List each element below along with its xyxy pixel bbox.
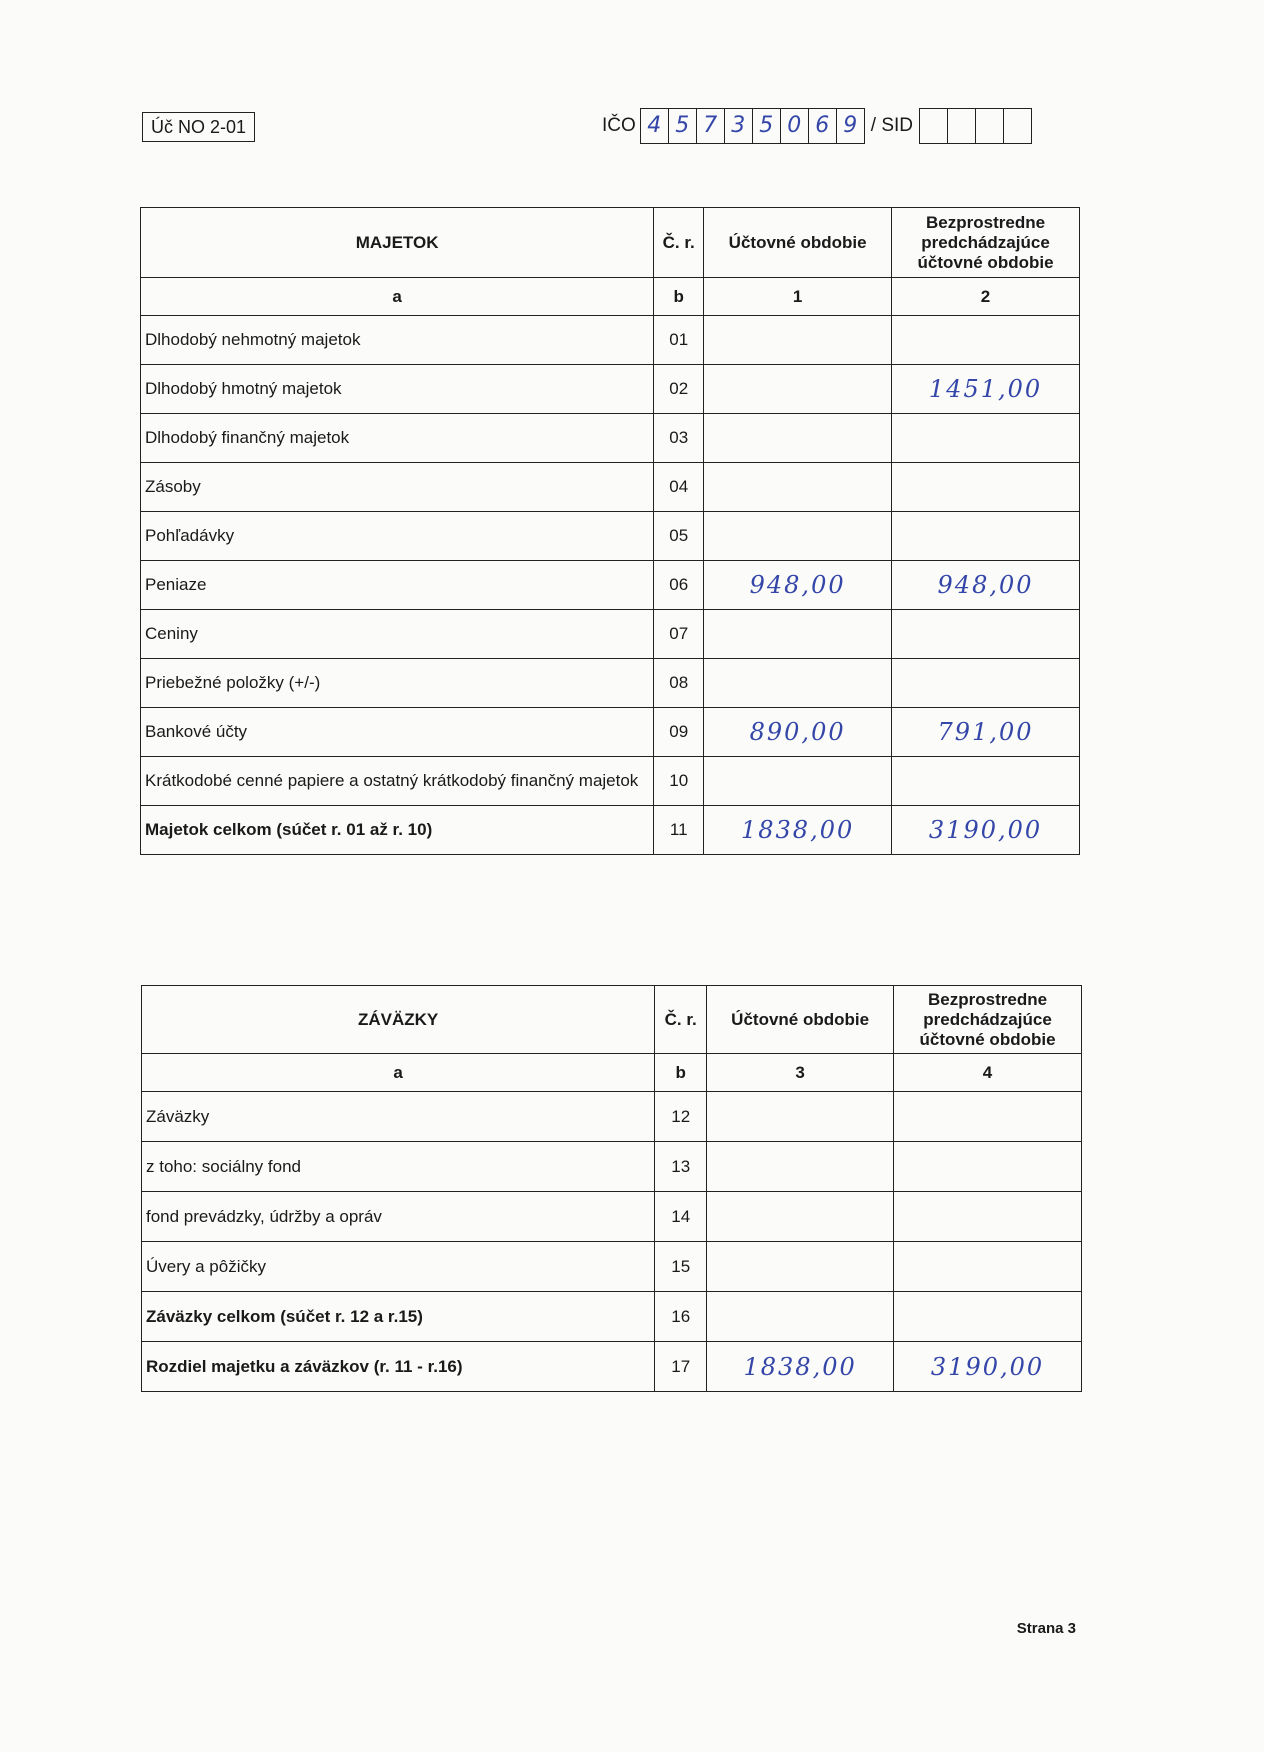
form-code: Úč NO 2-01 xyxy=(142,112,255,142)
sid-digit[interactable] xyxy=(1004,109,1031,143)
page-number: Strana 3 xyxy=(1016,1620,1076,1637)
ico-digit[interactable]: 0 xyxy=(781,109,809,143)
assets-index-row xyxy=(141,278,1080,316)
assets-col-rowno: Č. r. xyxy=(654,208,704,278)
sid-label: / SID xyxy=(870,115,914,136)
previous-value[interactable]: 3190,00 xyxy=(892,806,1080,855)
row-label: Dlhodobý hmotný majetok xyxy=(141,365,654,414)
table-row-total xyxy=(142,1342,1082,1392)
index-cell: 2 xyxy=(892,278,1080,316)
previous-value[interactable] xyxy=(892,610,1080,659)
row-number: 12 xyxy=(655,1092,707,1142)
current-value[interactable] xyxy=(704,414,892,463)
current-value[interactable]: 948,00 xyxy=(704,561,892,610)
liabilities-col-previous: Bezprostredne predchádzajúce účtovné obdobie xyxy=(894,986,1082,1054)
row-number: 16 xyxy=(655,1292,707,1342)
table-row xyxy=(142,1092,1082,1142)
sid-digit[interactable] xyxy=(976,109,1004,143)
table-row xyxy=(142,1192,1082,1242)
row-number: 10 xyxy=(654,757,704,806)
current-value[interactable] xyxy=(704,659,892,708)
row-number: 17 xyxy=(655,1342,707,1392)
current-value[interactable] xyxy=(707,1292,894,1342)
ico-digit[interactable]: 5 xyxy=(669,109,697,143)
row-label: Dlhodobý finančný majetok xyxy=(141,414,654,463)
index-cell: 1 xyxy=(704,278,892,316)
previous-value[interactable] xyxy=(892,316,1080,365)
previous-value[interactable]: 791,00 xyxy=(892,708,1080,757)
ico-digit[interactable]: 3 xyxy=(725,109,753,143)
table-row xyxy=(141,561,1080,610)
sid-boxes xyxy=(919,108,1032,144)
row-label: Rozdiel majetku a záväzkov (r. 11 - r.16) xyxy=(142,1342,655,1392)
ico-digit[interactable]: 9 xyxy=(843,113,858,138)
previous-value[interactable] xyxy=(892,659,1080,708)
row-label: Bankové účty xyxy=(141,708,654,757)
row-label: Pohľadávky xyxy=(141,512,654,561)
table-row xyxy=(141,708,1080,757)
table-row xyxy=(142,1242,1082,1292)
liabilities-header-row xyxy=(142,986,1082,1054)
row-label: Ceniny xyxy=(141,610,654,659)
liabilities-index-row xyxy=(142,1054,1082,1092)
table-row xyxy=(141,463,1080,512)
ico-digit[interactable]: 5 xyxy=(753,109,781,143)
sid-digit[interactable] xyxy=(948,109,976,143)
row-label: Úvery a pôžičky xyxy=(142,1242,655,1292)
row-number: 15 xyxy=(655,1242,707,1292)
ico-digit[interactable]: 4 xyxy=(641,109,669,143)
previous-value[interactable] xyxy=(894,1092,1082,1142)
table-row xyxy=(141,414,1080,463)
previous-value[interactable]: 3190,00 xyxy=(894,1342,1082,1392)
previous-value[interactable] xyxy=(892,512,1080,561)
row-number: 08 xyxy=(654,659,704,708)
row-number: 14 xyxy=(655,1192,707,1242)
assets-col-previous: Bezprostredne predchádzajúce účtovné obdobie xyxy=(892,208,1080,278)
ico-digit[interactable]: 6 xyxy=(809,109,837,143)
ico-boxes xyxy=(640,108,865,144)
current-value[interactable]: 890,00 xyxy=(704,708,892,757)
table-row-total xyxy=(141,806,1080,855)
current-value[interactable] xyxy=(707,1192,894,1242)
row-label: Krátkodobé cenné papiere a ostatný krátkodobý finančný majetok xyxy=(141,757,654,806)
current-value[interactable] xyxy=(707,1142,894,1192)
index-cell: b xyxy=(654,278,704,316)
current-value[interactable] xyxy=(704,610,892,659)
table-row xyxy=(141,316,1080,365)
index-cell: b xyxy=(655,1054,707,1092)
row-number: 07 xyxy=(654,610,704,659)
previous-value[interactable] xyxy=(892,414,1080,463)
row-number: 09 xyxy=(654,708,704,757)
row-number: 03 xyxy=(654,414,704,463)
current-value[interactable]: 1838,00 xyxy=(704,806,892,855)
row-label: Záväzky celkom (súčet r. 12 a r.15) xyxy=(142,1292,655,1342)
row-number: 11 xyxy=(654,806,704,855)
table-row xyxy=(141,365,1080,414)
current-value[interactable] xyxy=(704,463,892,512)
previous-value[interactable] xyxy=(892,463,1080,512)
row-label: Zásoby xyxy=(141,463,654,512)
current-value[interactable]: 1838,00 xyxy=(707,1342,894,1392)
previous-value[interactable] xyxy=(892,757,1080,806)
row-label: fond prevádzky, údržby a opráv xyxy=(142,1192,655,1242)
table-row xyxy=(141,659,1080,708)
row-number: 02 xyxy=(654,365,704,414)
liabilities-col-name: ZÁVÄZKY xyxy=(142,986,655,1054)
row-number: 01 xyxy=(654,316,704,365)
row-number: 04 xyxy=(654,463,704,512)
liabilities-col-current: Účtovné obdobie xyxy=(707,986,894,1054)
index-cell: a xyxy=(141,278,654,316)
table-row xyxy=(141,512,1080,561)
table-row xyxy=(141,610,1080,659)
previous-value[interactable] xyxy=(894,1242,1082,1292)
current-value[interactable] xyxy=(704,512,892,561)
assets-table xyxy=(140,207,1080,855)
assets-col-name: MAJETOK xyxy=(141,208,654,278)
previous-value[interactable]: 948,00 xyxy=(892,561,1080,610)
row-number: 06 xyxy=(654,561,704,610)
assets-header-row xyxy=(141,208,1080,278)
sid-digit[interactable] xyxy=(920,109,948,143)
ico-digit[interactable]: 7 xyxy=(697,109,725,143)
previous-value[interactable] xyxy=(894,1192,1082,1242)
current-value[interactable] xyxy=(704,316,892,365)
current-value[interactable] xyxy=(707,1092,894,1142)
row-label: Priebežné položky (+/-) xyxy=(141,659,654,708)
row-label: Peniaze xyxy=(141,561,654,610)
current-value[interactable] xyxy=(704,365,892,414)
row-number: 05 xyxy=(654,512,704,561)
row-label: Dlhodobý nehmotný majetok xyxy=(141,316,654,365)
table-row xyxy=(142,1142,1082,1192)
liabilities-col-rowno: Č. r. xyxy=(655,986,707,1054)
ico-label: IČO xyxy=(602,115,636,136)
index-cell: 4 xyxy=(894,1054,1082,1092)
index-cell: 3 xyxy=(707,1054,894,1092)
current-value[interactable] xyxy=(704,757,892,806)
previous-value[interactable] xyxy=(894,1292,1082,1342)
row-label: z toho: sociálny fond xyxy=(142,1142,655,1192)
row-label: Záväzky xyxy=(142,1092,655,1142)
ico-sid-section xyxy=(602,108,1032,144)
row-number: 13 xyxy=(655,1142,707,1192)
row-label: Majetok celkom (súčet r. 01 až r. 10) xyxy=(141,806,654,855)
index-cell: a xyxy=(142,1054,655,1092)
liabilities-table xyxy=(141,985,1082,1392)
assets-col-current: Účtovné obdobie xyxy=(704,208,892,278)
current-value[interactable] xyxy=(707,1242,894,1292)
previous-value[interactable] xyxy=(894,1142,1082,1192)
table-row xyxy=(141,757,1080,806)
table-row-total xyxy=(142,1292,1082,1342)
previous-value[interactable]: 1451,00 xyxy=(892,365,1080,414)
